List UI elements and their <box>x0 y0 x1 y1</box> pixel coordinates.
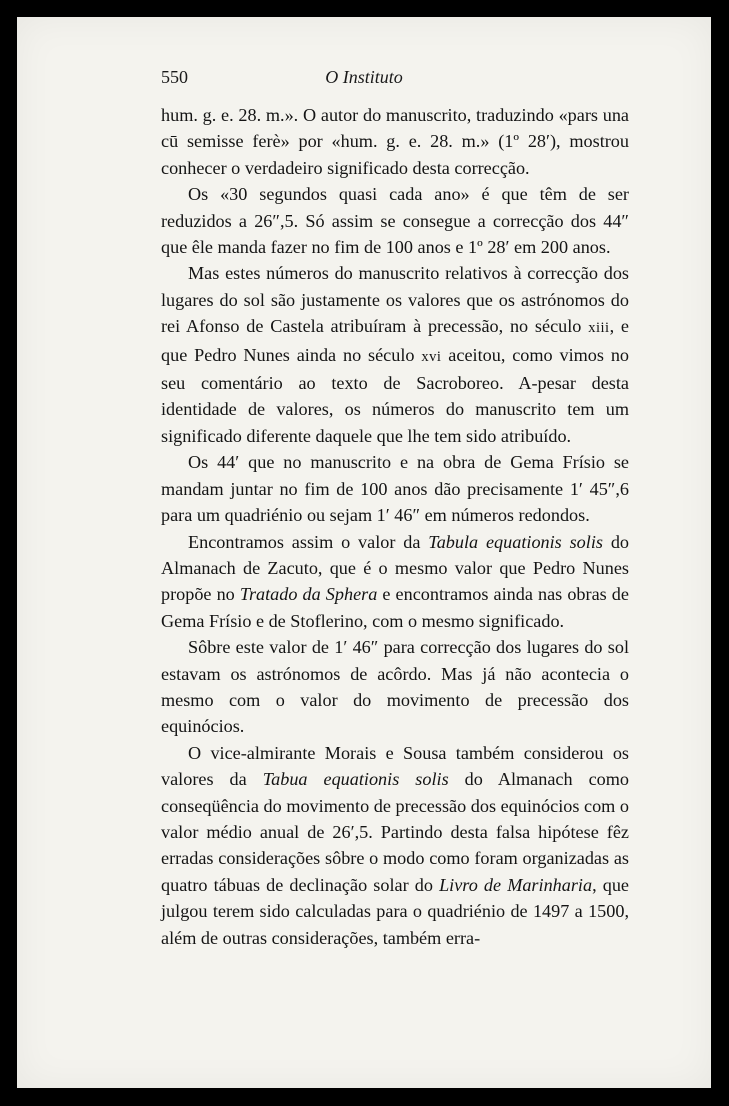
text-run: hum. g. e. 28. m.». O autor do manuscrito, traduzindo «pars una cū semisse ferè» por «hum. g. e. 28. m.» (1º 28′), mostrou conhecer o verdadeiro significado desta correcção. <box>161 105 629 178</box>
roman-numeral: xiii <box>588 320 610 337</box>
text-run: aceitou, como vimos no seu comentário ao texto de Sacroboreo. A-pesar desta identidade de valores, os números do manuscrito tem um significado diferente daquele que lhe tem sido atribuído. <box>161 344 630 446</box>
text-run: Encontramos assim o valor da <box>188 531 429 552</box>
italic-title: Tabua equationis solis <box>262 769 449 790</box>
text-run: Os 44′ que no manuscrito e na obra de Gema Frísio se mandam juntar no fim de 100 anos dão precisamente 1′ 45″,6 para um quadriénio ou sejam 1′ 46″ em números redondos. <box>161 452 629 526</box>
text-run: Mas estes números do manuscrito relativos à correcção dos lugares do sol são justamente os valores que os astrónomos do rei Afonso de Castela atribuíram à precessão, no século <box>161 263 629 337</box>
italic-title: Livro de Marinharia <box>439 874 593 895</box>
page-number: 550 <box>161 67 188 87</box>
paragraph <box>161 181 629 260</box>
body-text <box>161 102 629 951</box>
roman-numeral: xvi <box>421 348 442 365</box>
paragraph <box>161 102 629 181</box>
paragraph <box>161 449 629 528</box>
text-run: Os «30 segundos quasi cada ano» é que têm de ser reduzidos a 26″,5. Só assim se consegue a correcção dos 44″ que êle manda fazer no fim de 100 anos e 1º 28′ em 200 anos. <box>161 184 629 258</box>
italic-title: Tabula equationis solis <box>428 531 603 552</box>
text-run: do Almanach como conseqüência do movimento de precessão dos equinócios com o valor médio anual de 26′,5. Partindo desta falsa hipótese fêz erradas considerações sôbre o modo como foram organizadas as quatro tábuas de declinação solar do <box>161 769 629 895</box>
paragraph <box>161 740 629 951</box>
text-run: , que julgou terem sido calculadas para o quadriénio de 1497 a 1500, além de outras considerações, também erra- <box>161 874 629 948</box>
text-run: , e que Pedro Nunes ainda no século <box>161 316 629 365</box>
paragraph <box>161 529 629 635</box>
paragraph <box>161 634 629 740</box>
paragraph <box>161 260 629 449</box>
text-run: Sôbre este valor de 1′ 46″ para correcção dos lugares do sol estavam os astrónomos de acôrdo. Mas já não acontecia o mesmo com o valor do movimento de precessão dos equinócios. <box>161 637 629 737</box>
italic-title: Tratado da Sphera <box>239 584 378 605</box>
text-run: O vice-almirante Morais e Sousa também considerou os valores da <box>161 742 629 790</box>
page-header <box>17 67 711 91</box>
book-page <box>17 17 711 1088</box>
text-run: e encontramos ainda nas obras de Gema Frísio e de Stoflerino, com o mesmo significado. <box>161 584 629 631</box>
running-title: O Instituto <box>325 67 403 87</box>
text-run: do Almanach de Zacuto, que é o mesmo valor que Pedro Nunes propõe no <box>161 531 630 605</box>
